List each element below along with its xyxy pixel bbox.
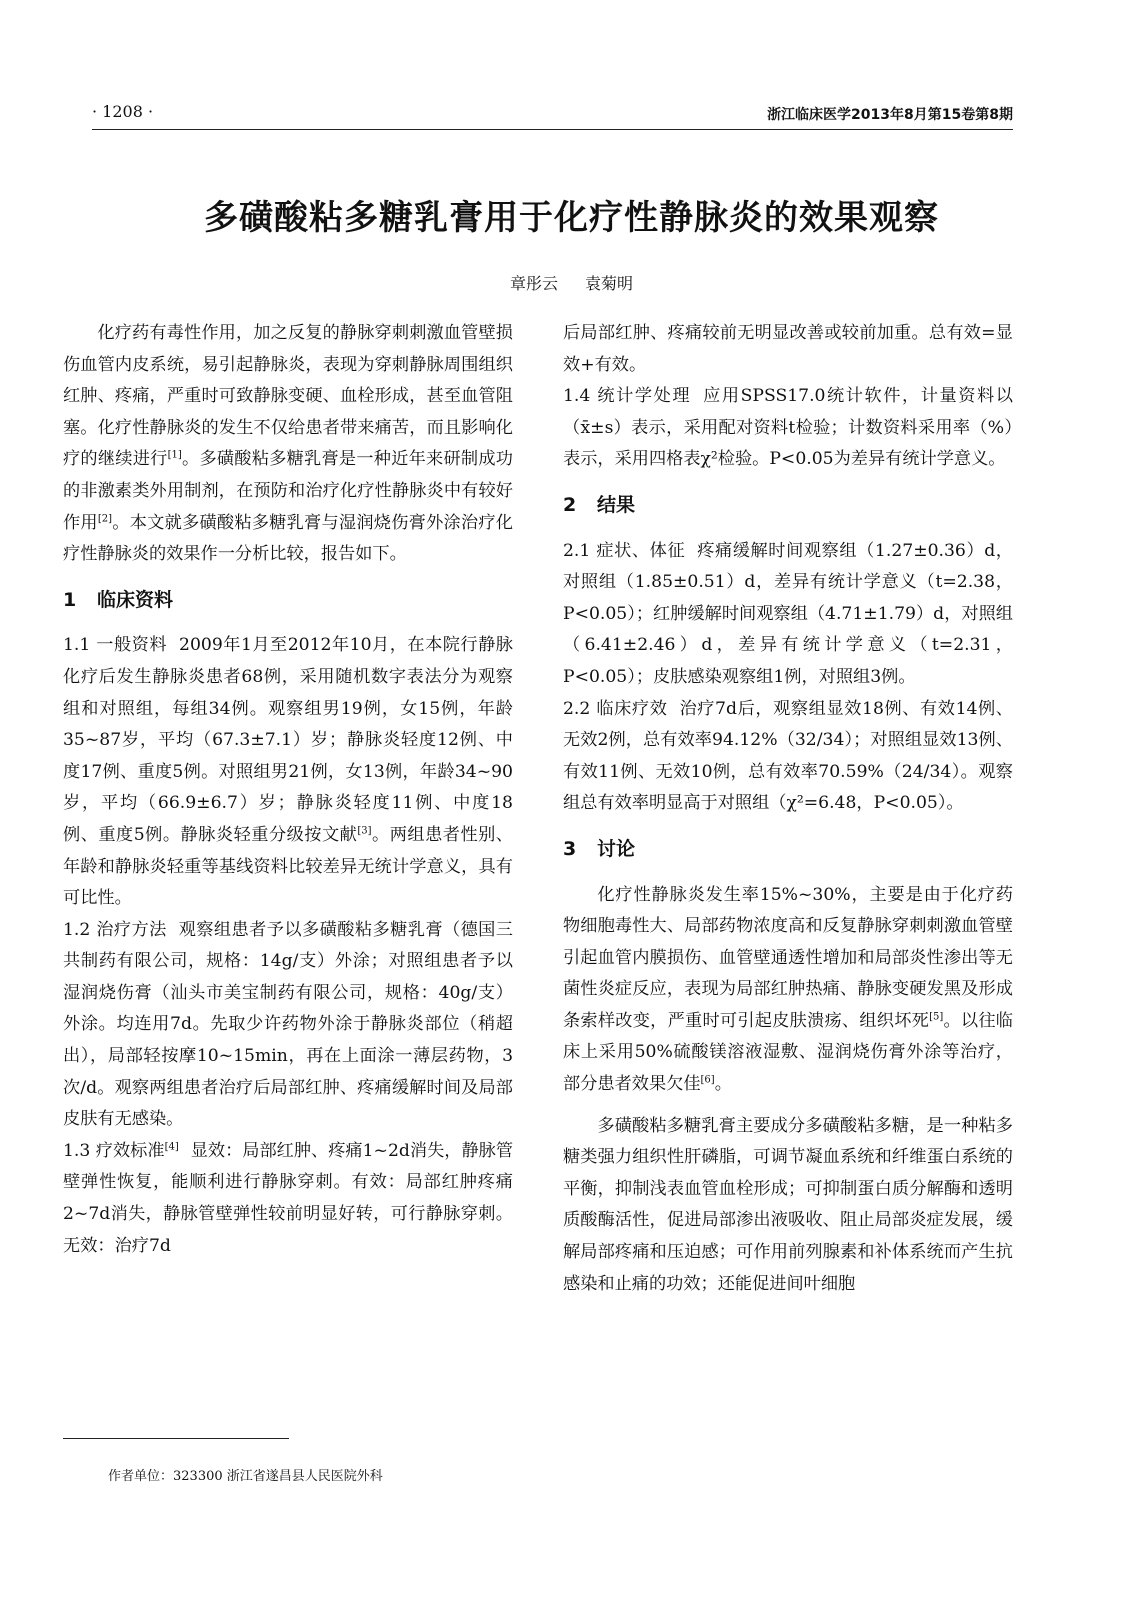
intro-paragraph: 化疗药有毒性作用，加之反复的静脉穿刺刺激血管壁损伤血管内皮系统，易引起静脉炎，表现为穿刺静脉周围组织红肿、疼痛，严重时可致静脉变硬、血栓形成，甚至血管阻塞。化疗性静脉炎的发生不仅给患者带来痛苦，而且影响化疗的继续进行[1]。多磺酸粘多糖乳膏是一种近年来研制成功的非激素类外用制剂，在预防和治疗化疗性静脉炎中有较好作用[2]。本文就多磺酸粘多糖乳膏与湿润烧伤膏外涂治疗化疗性静脉炎的效果作一分析比较，报告如下。 <box>63 323 513 565</box>
section-heading-1: 1 临床资料 <box>63 588 174 611</box>
citation-ref: [3] <box>357 825 372 837</box>
right-column <box>563 318 1013 1300</box>
subsection-1-1: 1.1 一般资料 2009年1月至2012年10月，在本院行静脉化疗后发生静脉炎患者68例，采用随机数字表法分为观察组和对照组，每组34例。观察组男19例，女15例，年龄35~87岁，平均（67.3±7.1）岁；静脉炎轻度12例、中度17例、重度5例。对照组男21例，女13例，年龄34~90岁，平均（66.9±6.7）岁；静脉炎轻度11例、中度18例、重度5例。静脉炎轻重分级按文献[3]。两组患者性别、年龄和静脉炎轻重等基线资料比较差异无统计学意义，具有可比性。 <box>63 635 513 909</box>
section-heading-3: 3 讨论 <box>563 837 636 860</box>
citation-ref: [4] <box>164 1141 179 1153</box>
subsection-1-4: 1.4 统计学处理 应用SPSS17.0统计软件，计量资料以（x̄±s）表示，采用配对资料t检验；计数资料采用率（%）表示，采用四格表χ²检验。P<0.05为差异有统计学意义。 <box>563 386 1013 470</box>
subsection-1-2: 1.2 治疗方法 观察组患者予以多磺酸粘多糖乳膏（德国三共制药有限公司，规格：14g/支）外涂；对照组患者予以湿润烧伤膏（汕头市美宝制药有限公司，规格：40g/支）外涂。均连用7d。先取少许药物外涂于静脉炎部位（稍超出），局部轻按摩10~15min，再在上面涂一薄层药物，3次/d。观察两组患者治疗后局部红肿、疼痛缓解时间及局部皮肤有无感染。 <box>63 919 513 1130</box>
subsection-heading: 1.1 一般资料 <box>63 635 168 656</box>
section-heading-2: 2 结果 <box>563 493 636 516</box>
subsection-heading: 1.3 疗效标准 <box>63 1140 165 1161</box>
discussion-paragraph-2: 多磺酸粘多糖乳膏主要成分多磺酸粘多糖，是一种粘多糖类强力组织性肝磷脂，可调节凝血系统和纤维蛋白系统的平衡，抑制浅表血管血栓形成；可抑制蛋白质分解酶和透明质酸酶活性，促进局部渗出液吸收、阻止局部炎症发展，缓解局部疼痛和压迫感；可作用前列腺素和补体系统而产生抗感染和止痛的功效；还能促进间叶细胞 <box>563 1115 1013 1294</box>
journal-citation: 浙江临床医学2013年8月第15卷第8期 <box>767 107 1013 123</box>
subsection-heading: 2.1 症状、体征 <box>563 540 686 561</box>
subsection-heading: 1.4 统计学处理 <box>563 386 692 407</box>
author-line: 章彤云 袁菊明 <box>509 274 634 293</box>
subsection-2-1: 2.1 症状、体征 疼痛缓解时间观察组（1.27±0.36）d，对照组（1.85±0.51）d，差异有统计学意义（t=2.38，P<0.05）；红肿缓解时间观察组（4.71±1.79）d，对照组（6.41±2.46）d，差异有统计学意义（t=2.31，P<0.05）；皮肤感染观察组1例，对照组3例。 <box>563 540 1013 687</box>
subsection-1-3: 1.3 疗效标准[4] 显效：局部红肿、疼痛1~2d消失，静脉管壁弹性恢复，能顺利进行静脉穿刺。有效：局部红肿疼痛2~7d消失，静脉管壁弹性较前明显好转，可行静脉穿刺。无效：治疗7d <box>63 1140 514 1256</box>
subsection-2-2: 2.2 临床疗效 治疗7d后，观察组显效18例、有效14例、无效2例，总有效率94.12%（32/34）；对照组显效13例、有效11例、无效10例，总有效率70.59%（24/34）。观察组总有效率明显高于对照组（χ²=6.48，P<0.05）。 <box>563 698 1013 814</box>
subsection-heading: 1.2 治疗方法 <box>63 919 167 940</box>
subsection-heading: 2.2 临床疗效 <box>563 698 668 719</box>
page-number: · 1208 · <box>92 102 154 121</box>
subsection-1-3-continued: 后局部红肿、疼痛较前无明显改善或较前加重。总有效=显效+有效。 <box>563 323 1013 375</box>
citation-ref: [6] <box>700 1074 715 1086</box>
footnote-divider <box>63 1438 289 1439</box>
left-column <box>63 318 513 1262</box>
author-affiliation: 作者单位：323300 浙江省遂昌县人民医院外科 <box>108 1469 383 1484</box>
citation-ref: [2] <box>97 512 113 524</box>
discussion-paragraph-1: 化疗性静脉炎发生率15%~30%，主要是由于化疗药物细胞毒性大、局部药物浓度高和反复静脉穿刺刺激血管壁引起血管内膜损伤、血管壁通透性增加和局部炎性渗出等无菌性炎症反应，表现为局部红肿热痛、静脉变硬发黑及形成条索样改变，严重时可引起皮肤溃疡、组织坏死[5]。以往临床上采用50%硫酸镁溶液湿敷、湿润烧伤膏外涂等治疗，部分患者效果欠佳[6]。 <box>563 884 1013 1095</box>
header-divider <box>92 129 1013 130</box>
citation-ref: [5] <box>929 1011 944 1023</box>
citation-ref: [1] <box>167 449 182 461</box>
article-title: 多磺酸粘多糖乳膏用于化疗性静脉炎的效果观察 <box>204 198 939 238</box>
